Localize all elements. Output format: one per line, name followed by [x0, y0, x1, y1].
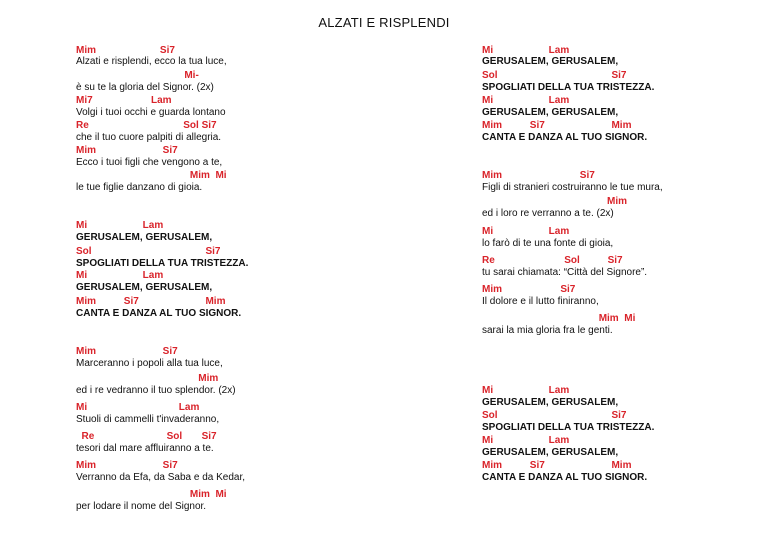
chord-line: Mi Lam — [482, 95, 570, 106]
refrain-line: SPOGLIATI DELLA TUA TRISTEZZA. — [482, 422, 655, 433]
refrain-line: SPOGLIATI DELLA TUA TRISTEZZA. — [482, 82, 655, 93]
lyric-line: Verranno da Efa, da Saba e da Kedar, — [76, 472, 246, 483]
lyric-line: che il tuo cuore palpiti di allegria. — [76, 132, 222, 143]
lyric-line: ed i re vedranno il tuo splendor. (2x) — [76, 385, 236, 396]
chord-line: Mim Si7 Mim — [482, 120, 632, 131]
lyric-line: sarai la mia gloria fra le genti. — [482, 325, 613, 336]
chord-line: Sol Si7 — [482, 410, 627, 421]
chord-line: Mim Mi — [482, 313, 636, 324]
chord-line: Re Sol Si7 — [482, 255, 623, 266]
refrain-line: SPOGLIATI DELLA TUA TRISTEZZA. — [76, 258, 249, 269]
chord-line: Sol Si7 — [482, 70, 627, 81]
chord-line: Re Sol Si7 — [76, 431, 217, 442]
refrain-line: GERUSALEM, GERUSALEM, — [482, 107, 619, 118]
song-title: ALZATI E RISPLENDI — [318, 15, 450, 30]
chord-line: Mi Lam — [482, 226, 570, 237]
refrain-line: GERUSALEM, GERUSALEM, — [76, 282, 213, 293]
chord-line: Mi Lam — [76, 402, 200, 413]
chord-line: Mi Lam — [482, 435, 570, 446]
chord-line: Mi Lam — [76, 270, 164, 281]
lyric-line: per lodare il nome del Signor. — [76, 501, 207, 512]
lyric-line: Ecco i tuoi figli che vengono a te, — [76, 157, 223, 168]
lyric-line: Volgi i tuoi occhi e guarda lontano — [76, 107, 226, 118]
chord-line: Mim Mi — [76, 489, 227, 500]
chord-line: Mim — [482, 196, 628, 207]
chord-line: Mim Si7 Mim — [76, 296, 226, 307]
chord-line: Mi7 Lam — [76, 95, 172, 106]
refrain-line: CANTA E DANZA AL TUO SIGNOR. — [76, 308, 242, 319]
lyric-line: Stuoli di cammelli t'invaderanno, — [76, 414, 220, 425]
chord-line: Mim Si7 — [482, 284, 576, 295]
refrain-line: CANTA E DANZA AL TUO SIGNOR. — [482, 132, 648, 143]
lyric-line: Il dolore e il lutto finiranno, — [482, 296, 599, 307]
chord-line: Mi Lam — [482, 385, 570, 396]
refrain-line: GERUSALEM, GERUSALEM, — [76, 232, 213, 243]
chord-line: Mim Si7 — [76, 45, 175, 56]
lyric-line: le tue figlie danzano di gioia. — [76, 182, 203, 193]
refrain-line: CANTA E DANZA AL TUO SIGNOR. — [482, 472, 648, 483]
chord-line: Mim Si7 — [76, 460, 178, 471]
lyric-line: tesori dal mare affluiranno a te. — [76, 443, 214, 454]
lyric-line: lo farò di te una fonte di gioia, — [482, 238, 614, 249]
lyric-line: è su te la gloria del Signor. (2x) — [76, 82, 214, 93]
refrain-line: GERUSALEM, GERUSALEM, — [482, 397, 619, 408]
lyric-line: Figli di stranieri costruiranno le tue mura, — [482, 182, 663, 193]
refrain-line: GERUSALEM, GERUSALEM, — [482, 56, 619, 67]
chord-line: Sol Si7 — [76, 246, 221, 257]
chord-line: Mim Si7 Mim — [482, 460, 632, 471]
lyric-line: tu sarai chiamata: “Città del Signore”. — [482, 267, 648, 278]
chord-line: Mim Si7 — [76, 346, 178, 357]
chord-line: Re Sol Si7 — [76, 120, 217, 131]
chord-line: Mi Lam — [76, 220, 164, 231]
refrain-line: GERUSALEM, GERUSALEM, — [482, 447, 619, 458]
chord-line: Mi- — [76, 70, 199, 81]
chord-line: Mim Si7 — [482, 170, 595, 181]
lyric-line: Marceranno i popoli alla tua luce, — [76, 358, 223, 369]
chord-line: Mim Si7 — [76, 145, 178, 156]
chord-line: Mim — [76, 373, 219, 384]
lyric-line: Alzati e risplendi, ecco la tua luce, — [76, 56, 227, 67]
chord-line: Mim Mi — [76, 170, 227, 181]
chord-line: Mi Lam — [482, 45, 570, 56]
lyric-line: ed i loro re verranno a te. (2x) — [482, 208, 614, 219]
